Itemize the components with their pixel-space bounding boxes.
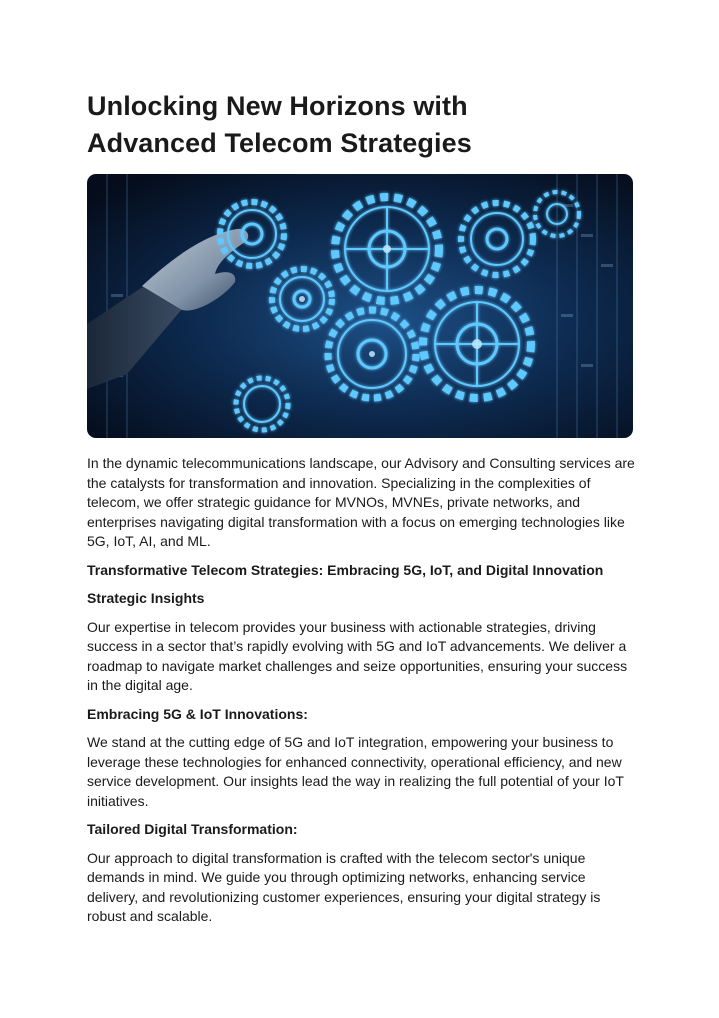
gears-hand-image-icon — [87, 174, 633, 438]
paragraph-digital-transformation: Our approach to digital transformation is crafted with the telecom sector's unique demands in mind. We guide you through optimizing networks, enhancing service delivery, and revolutionizing customer experiences, ensuring your digital strategy is robust and scalable. — [87, 849, 601, 924]
paragraph-strategic-insights: Our expertise in telecom provides your business with actionable strategies, driving success in a sector that’s rapidly evolving with 5G and IoT advancements. We deliver a roadmap to navigate market challenges and seize opportunities, ensuring your success in the digital age. — [87, 618, 628, 693]
hero-image — [87, 174, 633, 438]
subheading-5g-iot: Embracing 5G & IoT Innovations: — [87, 705, 308, 722]
page-title — [87, 88, 635, 162]
paragraph-5g-iot: We stand at the cutting edge of 5G and IoT integration, empowering your business to leverage these technologies for enhanced connectivity, operational efficiency, and new service development. Our insights lead the way in realizing the full potential of your IoT initiatives. — [87, 734, 624, 809]
section-heading: Transformative Telecom Strategies: Embracing 5G, IoT, and Digital Innovation — [87, 561, 604, 578]
title-line-2: Advanced Telecom Strategies — [87, 128, 472, 158]
subheading-strategic-insights: Strategic Insights — [87, 590, 205, 606]
title-line-1: Unlocking New Horizons with — [87, 91, 468, 121]
document-page — [87, 88, 635, 927]
intro-paragraph: In the dynamic telecommunications landscape, our Advisory and Consulting services are the catalysts for transformation and innovation. Specializing in the complexities of telecom, we offer strategic guidance for MVNOs, MVNEs, private networks, and enterprises navigating digital transformation with a focus on emerging technologies like 5G, IoT, AI, and ML. — [87, 455, 635, 549]
subheading-digital-transformation: Tailored Digital Transformation: — [87, 821, 298, 837]
